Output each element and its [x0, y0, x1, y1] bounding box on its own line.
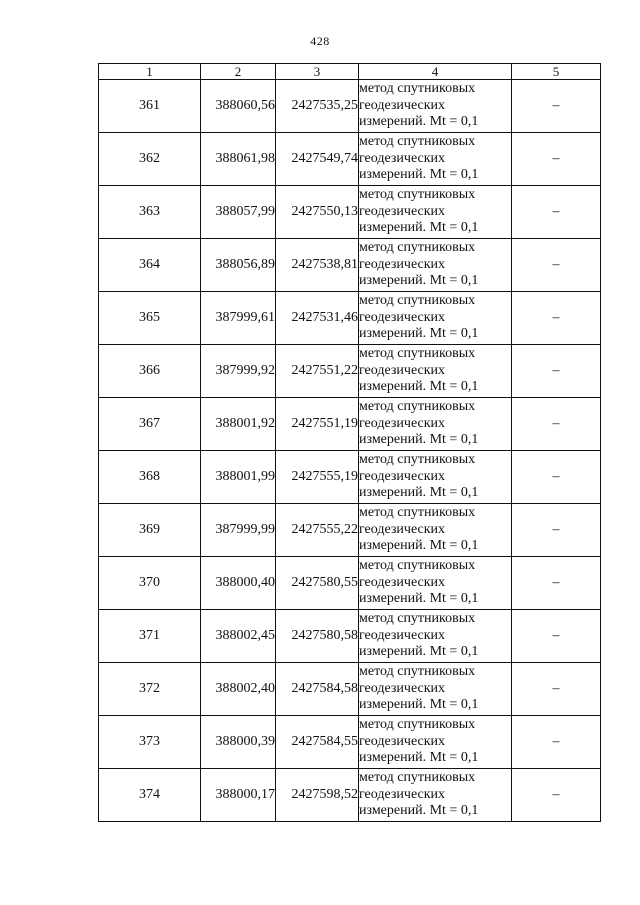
method-cell	[359, 451, 512, 504]
point-number-cell: 363	[99, 186, 201, 239]
table-row	[99, 557, 601, 610]
method-cell	[359, 769, 512, 822]
method-cell	[359, 186, 512, 239]
point-number-cell: 364	[99, 239, 201, 292]
table-header-row	[99, 64, 601, 80]
table-row	[99, 186, 601, 239]
method-line: геодезических	[359, 468, 446, 484]
method-cell	[359, 398, 512, 451]
x-coordinate-cell: 388000,40	[201, 557, 276, 610]
note-cell: –	[512, 451, 601, 504]
table-row	[99, 663, 601, 716]
y-coordinate-cell: 2427535,25	[276, 80, 359, 133]
method-line: метод спутниковых	[359, 558, 476, 574]
method-line: измерений. Mt = 0,1	[359, 432, 479, 448]
method-cell	[359, 133, 512, 186]
header-col-2: 2	[201, 64, 276, 80]
table-body	[99, 80, 601, 822]
y-coordinate-cell: 2427598,52	[276, 769, 359, 822]
note-cell: –	[512, 239, 601, 292]
point-number-cell: 371	[99, 610, 201, 663]
point-number-cell: 372	[99, 663, 201, 716]
method-line: измерений. Mt = 0,1	[359, 591, 479, 607]
point-number-cell: 361	[99, 80, 201, 133]
note-cell: –	[512, 292, 601, 345]
note-cell: –	[512, 345, 601, 398]
y-coordinate-cell: 2427555,22	[276, 504, 359, 557]
x-coordinate-cell: 388002,40	[201, 663, 276, 716]
x-coordinate-cell: 388002,45	[201, 610, 276, 663]
note-cell: –	[512, 504, 601, 557]
point-number-cell: 373	[99, 716, 201, 769]
method-cell	[359, 663, 512, 716]
method-line: измерений. Mt = 0,1	[359, 220, 479, 236]
y-coordinate-cell: 2427580,58	[276, 610, 359, 663]
x-coordinate-cell: 388001,92	[201, 398, 276, 451]
note-cell: –	[512, 557, 601, 610]
y-coordinate-cell: 2427538,81	[276, 239, 359, 292]
x-coordinate-cell: 388000,39	[201, 716, 276, 769]
table-row	[99, 716, 601, 769]
method-cell	[359, 716, 512, 769]
method-line: измерений. Mt = 0,1	[359, 538, 479, 554]
method-line: геодезических	[359, 680, 446, 696]
method-line: измерений. Mt = 0,1	[359, 273, 479, 289]
table-row	[99, 769, 601, 822]
method-line: измерений. Mt = 0,1	[359, 114, 479, 130]
method-line: метод спутниковых	[359, 187, 476, 203]
table-row	[99, 292, 601, 345]
note-cell: –	[512, 398, 601, 451]
method-line: метод спутниковых	[359, 346, 476, 362]
note-cell: –	[512, 80, 601, 133]
point-number-cell: 365	[99, 292, 201, 345]
y-coordinate-cell: 2427555,19	[276, 451, 359, 504]
x-coordinate-cell: 388000,17	[201, 769, 276, 822]
note-cell: –	[512, 610, 601, 663]
method-line: измерений. Mt = 0,1	[359, 326, 479, 342]
x-coordinate-cell: 387999,99	[201, 504, 276, 557]
method-line: метод спутниковых	[359, 134, 476, 150]
note-cell: –	[512, 716, 601, 769]
table-row	[99, 398, 601, 451]
method-line: геодезических	[359, 97, 446, 113]
method-line: геодезических	[359, 203, 446, 219]
y-coordinate-cell: 2427584,58	[276, 663, 359, 716]
method-cell	[359, 80, 512, 133]
method-line: геодезических	[359, 415, 446, 431]
method-cell	[359, 557, 512, 610]
point-number-cell: 367	[99, 398, 201, 451]
header-col-4: 4	[359, 64, 512, 80]
header-col-5: 5	[512, 64, 601, 80]
x-coordinate-cell: 387999,92	[201, 345, 276, 398]
method-cell	[359, 504, 512, 557]
note-cell: –	[512, 133, 601, 186]
method-line: метод спутниковых	[359, 611, 476, 627]
method-cell	[359, 610, 512, 663]
method-line: метод спутниковых	[359, 399, 476, 415]
table-row	[99, 610, 601, 663]
x-coordinate-cell: 388056,89	[201, 239, 276, 292]
method-line: измерений. Mt = 0,1	[359, 379, 479, 395]
y-coordinate-cell: 2427551,22	[276, 345, 359, 398]
point-number-cell: 366	[99, 345, 201, 398]
x-coordinate-cell: 388001,99	[201, 451, 276, 504]
note-cell: –	[512, 663, 601, 716]
method-line: измерений. Mt = 0,1	[359, 167, 479, 183]
method-line: измерений. Mt = 0,1	[359, 485, 479, 501]
page-number: 428	[310, 34, 330, 48]
point-number-cell: 370	[99, 557, 201, 610]
method-line: метод спутниковых	[359, 717, 476, 733]
y-coordinate-cell: 2427580,55	[276, 557, 359, 610]
point-number-cell: 362	[99, 133, 201, 186]
method-line: метод спутниковых	[359, 770, 476, 786]
method-line: геодезических	[359, 362, 446, 378]
x-coordinate-cell: 388057,99	[201, 186, 276, 239]
method-line: измерений. Mt = 0,1	[359, 644, 479, 660]
method-line: геодезических	[359, 309, 446, 325]
point-number-cell: 368	[99, 451, 201, 504]
table-row	[99, 504, 601, 557]
x-coordinate-cell: 387999,61	[201, 292, 276, 345]
method-line: геодезических	[359, 150, 446, 166]
method-cell	[359, 345, 512, 398]
x-coordinate-cell: 388061,98	[201, 133, 276, 186]
table-row	[99, 345, 601, 398]
x-coordinate-cell: 388060,56	[201, 80, 276, 133]
method-line: геодезических	[359, 574, 446, 590]
table-row	[99, 133, 601, 186]
method-cell	[359, 239, 512, 292]
method-line: метод спутниковых	[359, 664, 476, 680]
method-line: геодезических	[359, 733, 446, 749]
method-cell	[359, 292, 512, 345]
method-line: измерений. Mt = 0,1	[359, 803, 479, 819]
point-number-cell: 374	[99, 769, 201, 822]
method-line: измерений. Mt = 0,1	[359, 697, 479, 713]
method-line: геодезических	[359, 627, 446, 643]
method-line: метод спутниковых	[359, 240, 476, 256]
method-line: метод спутниковых	[359, 452, 476, 468]
y-coordinate-cell: 2427550,13	[276, 186, 359, 239]
y-coordinate-cell: 2427584,55	[276, 716, 359, 769]
header-col-3: 3	[276, 64, 359, 80]
point-number-cell: 369	[99, 504, 201, 557]
method-line: геодезических	[359, 521, 446, 537]
table-row	[99, 451, 601, 504]
method-line: геодезических	[359, 256, 446, 272]
coordinates-table	[98, 63, 601, 822]
table-row	[99, 80, 601, 133]
note-cell: –	[512, 186, 601, 239]
method-line: геодезических	[359, 786, 446, 802]
method-line: метод спутниковых	[359, 81, 476, 97]
method-line: метод спутниковых	[359, 293, 476, 309]
method-line: измерений. Mt = 0,1	[359, 750, 479, 766]
y-coordinate-cell: 2427549,74	[276, 133, 359, 186]
note-cell: –	[512, 769, 601, 822]
table-row	[99, 239, 601, 292]
y-coordinate-cell: 2427531,46	[276, 292, 359, 345]
header-col-1: 1	[99, 64, 201, 80]
method-line: метод спутниковых	[359, 505, 476, 521]
y-coordinate-cell: 2427551,19	[276, 398, 359, 451]
